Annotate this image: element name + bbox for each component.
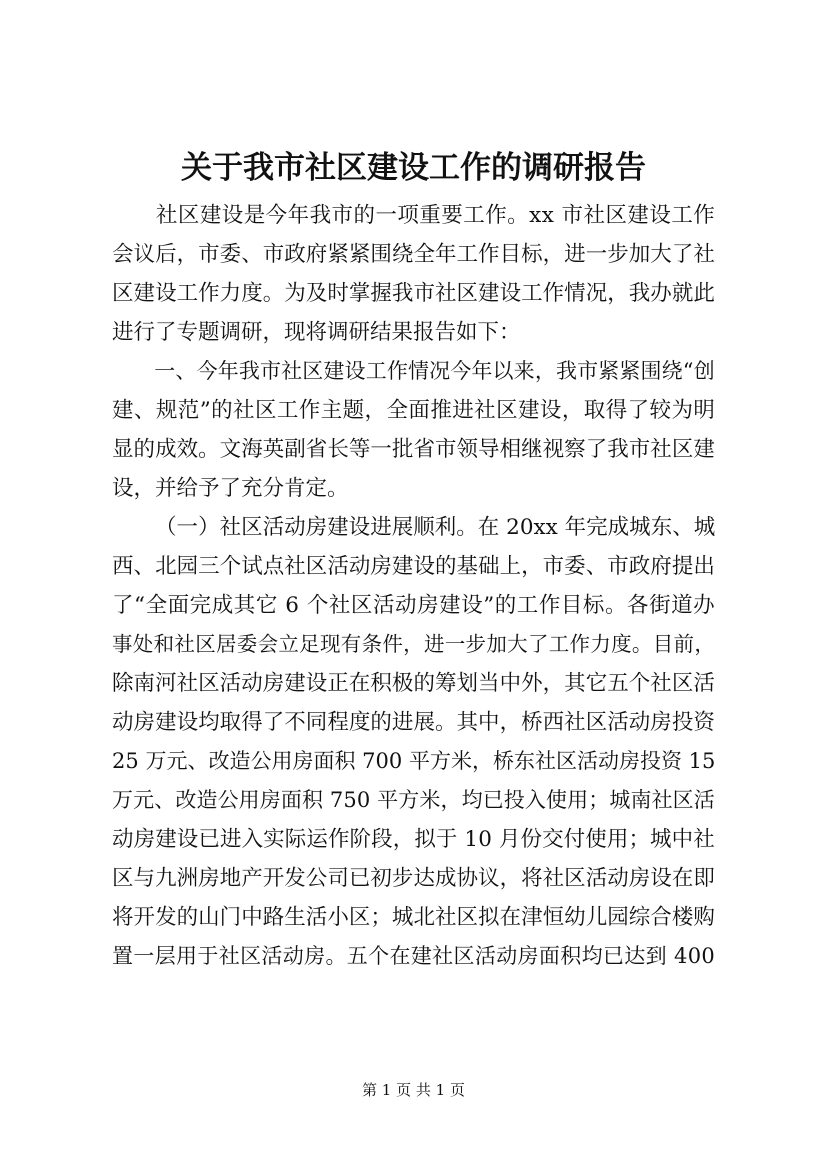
text-line: 将 开 发 的 山 门 中 路 生 活 小 区 ； 城 北 社 区 拟 在 津 恒 幼 儿 园 综 合 楼 购 — [112, 905, 715, 930]
text-line: 设，并给予了充分肯定。 — [112, 476, 349, 501]
text-line: 进行了专题调研，现将调研结果报告如下： — [112, 320, 521, 345]
paragraph — [112, 196, 715, 352]
text-line: 事 处 和 社 区 居 委 会 立 足 现 有 条 件 ， 进 一 步 加 大 了 工 作 力 度 。 目 前 ， — [112, 632, 715, 656]
page-number-footer: 第 1 页 共 1 页 — [362, 1081, 465, 1099]
text-line: 置 一 层 用 于 社 区 活 动 房 。 五 个 在 建 社 区 活 动 房 面 积 均 已 达 到 4 0 0 — [112, 944, 715, 968]
text-line: 区 建 设 工 作 力 度 。 为 及 时 掌 握 我 市 社 区 建 设 工 作 情 况 ， 我 办 就 此 — [112, 281, 715, 306]
text-line: 会 议 后 ， 市 委 、 市 政 府 紧 紧 围 绕 全 年 工 作 目 标 ， 进 一 步 加 大 了 社 — [112, 242, 715, 267]
text-line: 区 与 九 洲 房 地 产 开 发 公 司 已 初 步 达 成 协 议 ， 将 社 区 活 动 房 设 在 即 — [112, 866, 715, 891]
paragraph — [112, 508, 715, 976]
text-line: 除 南 河 社 区 活 动 房 建 设 正 在 积 极 的 筹 划 当 中 外 ， 其 它 五 个 社 区 活 — [112, 671, 715, 696]
text-line: 2 5 万 元 、 改 造 公 用 房 面 积 7 0 0 平 方 米 ， 桥 东 社 区 活 动 房 投 资 1 5 — [112, 749, 716, 773]
text-line: 显 的 成 效 。 文 海 英 副 省 长 等 一 批 省 市 领 导 相 继 视 察 了 我 市 社 区 建 — [112, 437, 715, 462]
document-title: 关于我市社区建设工作的调研报告 — [181, 150, 646, 186]
document-body — [112, 196, 715, 976]
text-line: 动 房 建 设 均 取 得 了 不 同 程 度 的 进 展 。 其 中 ， 桥 西 社 区 活 动 房 投 资 — [112, 710, 715, 735]
text-line: 了 “ 全 面 完 成 其 它 6 个 社 区 活 动 房 建 设 ” 的 工 作 目 标 。 各 街 道 办 — [112, 593, 715, 618]
text-line: 社 区 建 设 是 今 年 我 市 的 一 项 重 要 工 作 。 x x 市 社 区 建 设 工 作 — [155, 203, 715, 228]
text-line: （ 一 ） 社 区 活 动 房 建 设 进 展 顺 利 。 在 2 0 x x 年 完 成 城 东 、 城 — [155, 515, 716, 540]
text-line: 建 、 规 范 ” 的 社 区 工 作 主 题 ， 全 面 推 进 社 区 建 设 ， 取 得 了 较 为 明 — [112, 398, 715, 423]
text-line: 西 、 北 园 三 个 试 点 社 区 活 动 房 建 设 的 基 础 上 ， 市 委 、 市 政 府 提 出 — [112, 554, 715, 579]
text-line: 万 元 、 改 造 公 用 房 面 积 7 5 0 平 方 米 ， 均 已 投 入 使 用 ； 城 南 社 区 活 — [112, 788, 715, 812]
text-line: 动 房 建 设 已 进 入 实 际 运 作 阶 段 ， 拟 于 1 0 月 份 交 付 使 用 ； 城 中 社 — [112, 827, 715, 852]
text-line: 一 、 今 年 我 市 社 区 建 设 工 作 情 况 今 年 以 来 ， 我 市 紧 紧 围 绕 “ 创 — [154, 359, 715, 383]
paragraph — [112, 352, 715, 508]
